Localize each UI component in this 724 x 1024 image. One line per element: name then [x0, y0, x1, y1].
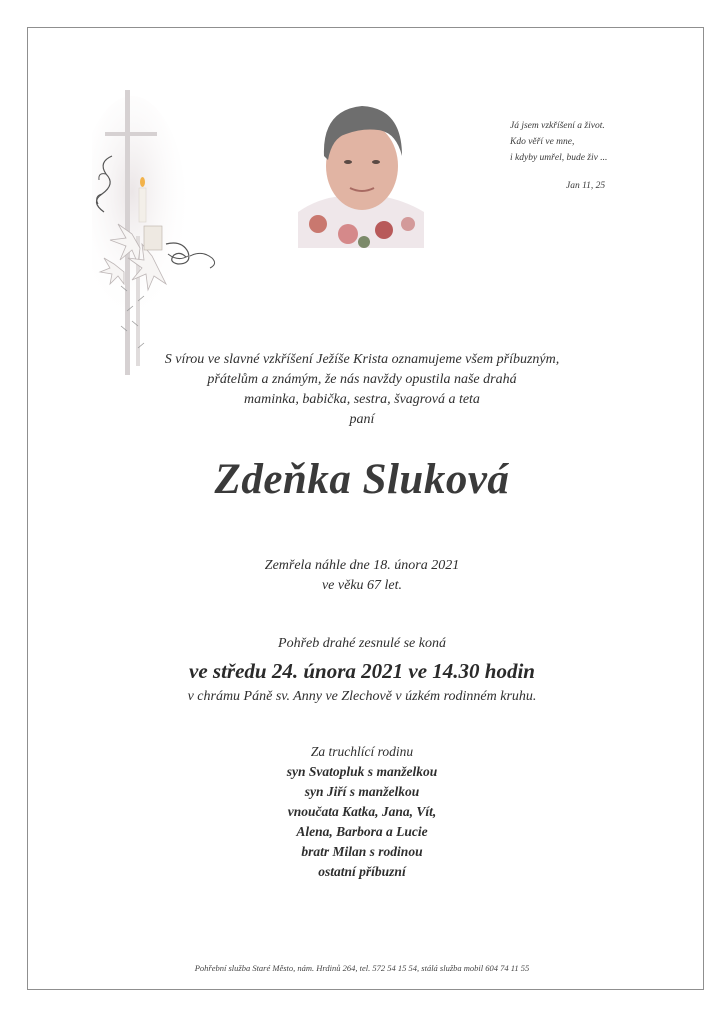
- death-age: ve věku 67 let.: [321, 578, 403, 593]
- verse-line: i kdyby umřel, bude živ ...: [510, 153, 608, 163]
- mourner-line: vnoučata Katka, Jana, Vít,: [287, 804, 437, 819]
- mourner-line: ostatní příbuzní: [318, 864, 406, 879]
- mourner-line: bratr Milan s rodinou: [301, 844, 423, 859]
- verse-line: Kdo věří ve mne,: [510, 137, 575, 147]
- funeral-intro: Pohřeb drahé zesnulé se koná: [278, 636, 446, 651]
- intro-line: přátelům a známým, že nás navždy opustila naše drahá: [207, 372, 517, 387]
- portrait-photo: [298, 100, 424, 248]
- mourner-line: Alena, Barbora a Lucie: [296, 824, 428, 839]
- mourners-list: [0, 742, 724, 882]
- bible-verse: [510, 118, 660, 166]
- mourners-heading: Za truchlící rodinu: [310, 744, 414, 759]
- death-date: Zemřela náhle dne 18. února 2021: [264, 558, 460, 573]
- funeral-service-footer: Pohřební služba Staré Město, nám. Hrdinů 264, tel. 572 54 15 54, stálá služba mobil 604 74 11 55: [194, 963, 530, 973]
- intro-line: maminka, babička, sestra, švagrová a teta: [244, 392, 480, 407]
- intro-line: S vírou ve slavné vzkříšení Ježíše Krista oznamujeme všem příbuzným,: [164, 352, 560, 367]
- death-info: [0, 556, 724, 596]
- announcement-intro: [0, 350, 724, 430]
- mourner-line: syn Jiří s manželkou: [304, 784, 420, 799]
- deceased-name: Zdeňka Sluková: [214, 456, 510, 503]
- funeral-info: [0, 634, 724, 707]
- funeral-datetime: ve středu 24. února 2021 ve 14.30 hodin: [189, 659, 535, 683]
- verse-line: Já jsem vzkříšení a život.: [510, 121, 605, 131]
- funeral-place: v chrámu Páně sv. Anny ve Zlechově v úzkém rodinném kruhu.: [187, 689, 537, 704]
- intro-line: paní: [349, 412, 375, 427]
- cross-lily-decoration: [92, 86, 222, 386]
- mourner-line: syn Svatopluk s manželkou: [286, 764, 438, 779]
- verse-reference: Jan 11, 25: [566, 181, 606, 191]
